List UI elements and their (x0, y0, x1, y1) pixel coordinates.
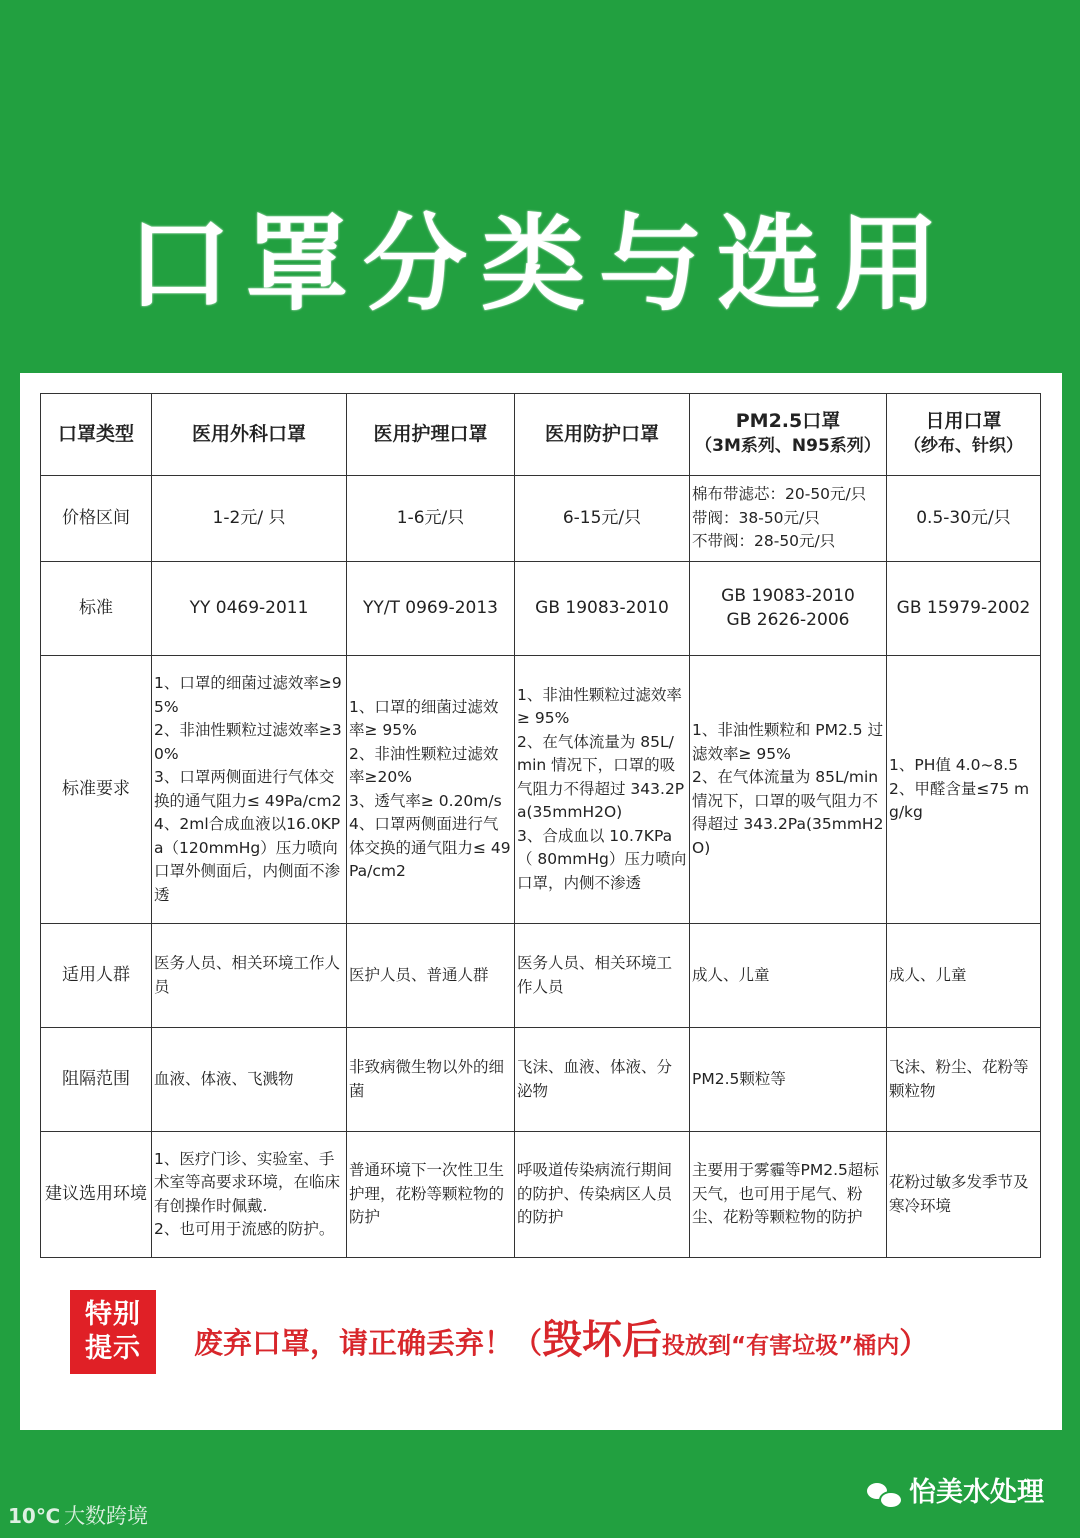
table-cell: 主要用于雾霾等PM2.5超标天气，也可用于尾气、粉尘、花粉等颗粒物的防护 (690, 1132, 887, 1258)
header-protective-mask: 医用防护口罩 (515, 394, 690, 476)
table-cell: 1、非油性颗粒和 PM2.5 过滤效率≥ 95% 2、在气体流量为 85L/min 情况下，口罩的吸气阻力不得超过 343.2Pa(35mmH2O) (690, 656, 887, 924)
row-label-barrier: 阻隔范围 (41, 1028, 152, 1132)
row-label-standard: 标准 (41, 562, 152, 656)
table-cell: 血液、体液、飞溅物 (152, 1028, 347, 1132)
source-watermark (8, 1500, 148, 1530)
notice-text-end: ） (899, 1326, 929, 1360)
watermark-logo: 10℃ (8, 1504, 61, 1528)
table-cell: PM2.5颗粒等 (690, 1028, 887, 1132)
page-title: 口罩分类与选用 (126, 203, 953, 325)
table-cell: GB 19083-2010 (515, 562, 690, 656)
table-cell: 1、口罩的细菌过滤效率≥ 95% 2、非油性颗粒过滤效率≥20% 3、透气率≥ 0.20m/s 4、口罩两侧面进行气体交换的通气阻力≤ 49Pa/cm2 (347, 656, 515, 924)
header-pm25-sub: （3M系列、N95系列） (695, 436, 881, 457)
table-cell: 1-2元/ 只 (152, 476, 347, 562)
table-row-standard (41, 562, 1041, 656)
header-daily-sub: （纱布、针织） (904, 436, 1023, 457)
row-label-requirements: 标准要求 (41, 656, 152, 924)
row-label-environment: 建议选用环境 (41, 1132, 152, 1258)
wechat-account (867, 1470, 1044, 1509)
table-cell: 1、非油性颗粒过滤效率≥ 95% 2、在气体流量为 85L/min 情况下，口罩的吸气阻力不得超过 343.2Pa(35mmH2O) 3、合成血以 10.7KPa（ 80mmHg）压力喷向口罩，内侧不渗透 (515, 656, 690, 924)
content-card (20, 373, 1062, 1430)
header-pm25-mask (690, 394, 887, 476)
table-cell: 0.5-30元/只 (887, 476, 1041, 562)
mask-table (40, 393, 1041, 1258)
account-name: 怡美水处理 (909, 1477, 1044, 1508)
wechat-icon (867, 1481, 901, 1507)
table-cell: YY 0469-2011 (152, 562, 347, 656)
header-row (41, 394, 1041, 476)
table-cell: 飞沫、粉尘、花粉等颗粒物 (887, 1028, 1041, 1132)
header-type-label: 口罩类型 (41, 394, 152, 476)
table-row-requirements (41, 656, 1041, 924)
table-row-environment (41, 1132, 1041, 1258)
notice-badge (70, 1290, 156, 1374)
row-label-people: 适用人群 (41, 924, 152, 1028)
table-cell: YY/T 0969-2013 (347, 562, 515, 656)
notice-text-emphasis: 毁坏后 (542, 1317, 663, 1363)
notice-text (194, 1308, 928, 1365)
header-surgical-mask: 医用外科口罩 (152, 394, 347, 476)
table-cell: 医护人员、普通人群 (347, 924, 515, 1028)
table-cell: 1、医疗门诊、实验室、手术室等高要求环境，在临床有创操作时佩戴. 2、也可用于流感的防护。 (152, 1132, 347, 1258)
table-cell: 医务人员、相关环境工作人员 (515, 924, 690, 1028)
table-cell: 普通环境下一次性卫生护理，花粉等颗粒物的防护 (347, 1132, 515, 1258)
table-cell: 1、PH值 4.0~8.5 2、甲醛含量≤75 mg/kg (887, 656, 1041, 924)
table-cell: 花粉过敏多发季节及寒冷环境 (887, 1132, 1041, 1258)
table-cell: 非致病微生物以外的细菌 (347, 1028, 515, 1132)
notice-text-instruction: 投放到“有害垃圾”桶内 (662, 1333, 900, 1359)
header-daily-main: 日用口罩 (925, 409, 1002, 432)
badge-line-2: 提示 (85, 1333, 141, 1364)
table-row-barrier (41, 1028, 1041, 1132)
table-cell: GB 15979-2002 (887, 562, 1041, 656)
watermark-text: 大数跨境 (64, 1504, 149, 1528)
table-cell: 成人、儿童 (690, 924, 887, 1028)
table-cell: 棉布带滤芯：20-50元/只 带阀：38-50元/只 不带阀：28-50元/只 (690, 476, 887, 562)
header-daily-mask (887, 394, 1041, 476)
badge-line-1: 特别 (85, 1299, 141, 1330)
row-label-price: 价格区间 (41, 476, 152, 562)
table-row-price (41, 476, 1041, 562)
table-cell: 6-15元/只 (515, 476, 690, 562)
header-nursing-mask: 医用护理口罩 (347, 394, 515, 476)
table-cell: 成人、儿童 (887, 924, 1041, 1028)
table-cell: 医务人员、相关环境工作人员 (152, 924, 347, 1028)
table-row-people (41, 924, 1041, 1028)
header-pm25-main: PM2.5口罩 (735, 409, 841, 432)
table-cell: 呼吸道传染病流行期间的防护、传染病区人员的防护 (515, 1132, 690, 1258)
special-notice (70, 1290, 1030, 1380)
table-cell: 飞沫、血液、体液、分泌物 (515, 1028, 690, 1132)
notice-text-part1: 废弃口罩，请正确丢弃！（ (194, 1326, 543, 1360)
table-cell: GB 19083-2010 GB 2626-2006 (690, 562, 887, 656)
table-cell: 1、口罩的细菌过滤效率≥95% 2、非油性颗粒过滤效率≥30% 3、口罩两侧面进行气体交换的通气阻力≤ 49Pa/cm2 4、2ml合成血液以16.0KPa（120mmHg）压力喷向口罩外侧面后，内侧面不渗透 (152, 656, 347, 924)
table-cell: 1-6元/只 (347, 476, 515, 562)
